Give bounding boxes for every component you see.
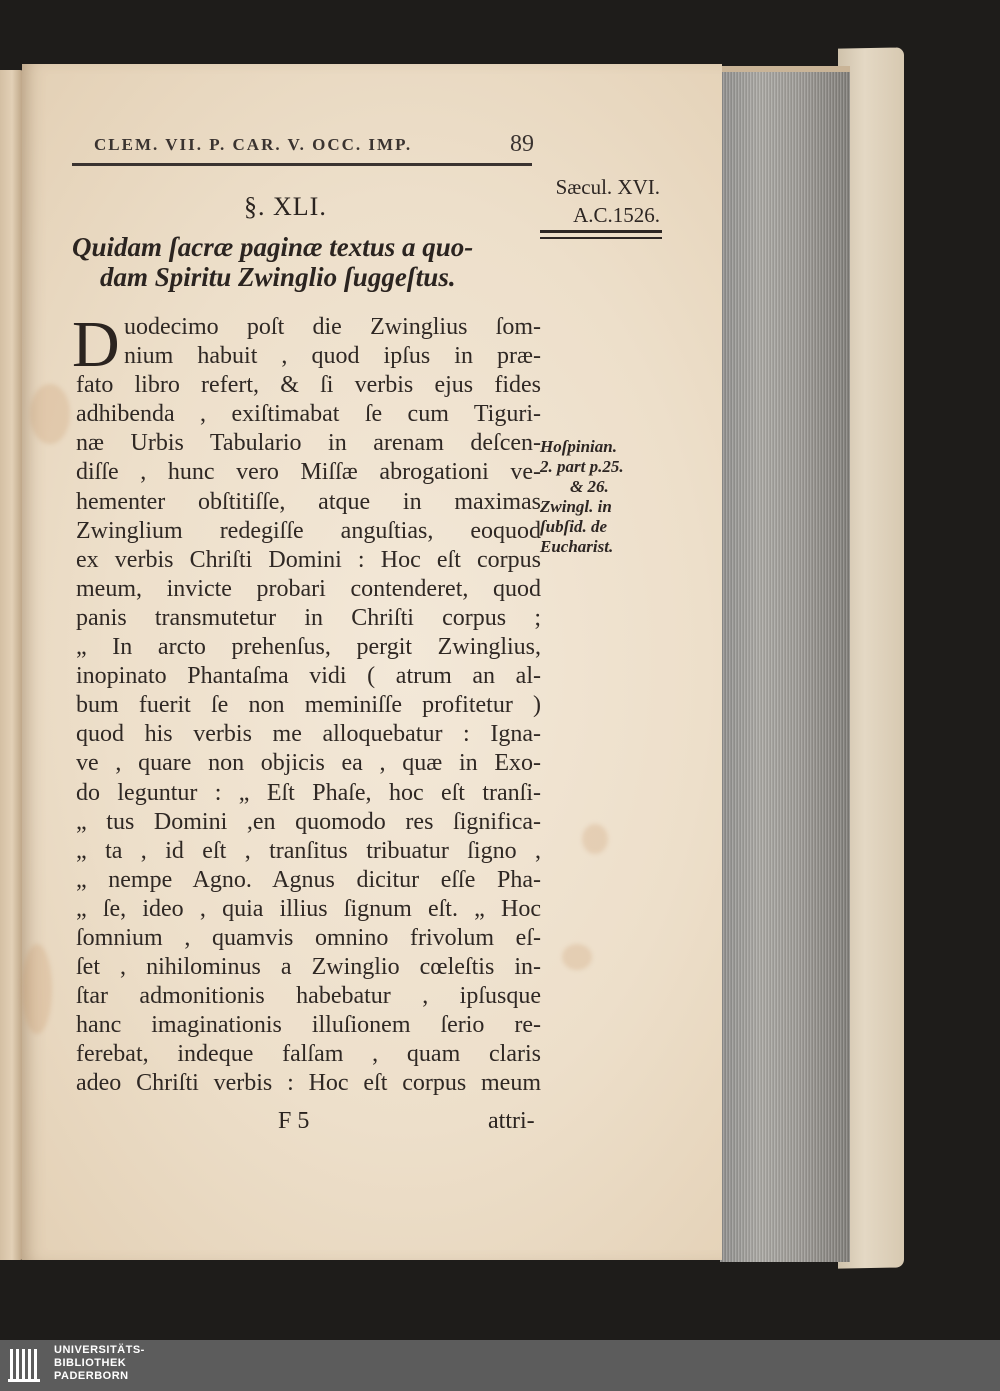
section-title-line: dam Spiritu Zwinglio ſuggeſtus. xyxy=(100,262,456,292)
text-line: hanc imaginationis illuſionem ſerio re- xyxy=(76,1012,541,1039)
text-line: quod his verbis me alloquebatur : Igna- xyxy=(76,721,541,748)
page-number: 89 xyxy=(510,131,534,157)
text-line: uodecimo poſt die Zwinglius ſom- xyxy=(124,314,541,340)
text-line: meum, invicte probari contenderet, quod xyxy=(76,575,541,602)
library-name-line: BIBLIOTHEK xyxy=(54,1357,127,1369)
text-line: Zwinglium redegiſſe anguſtias, eoquod xyxy=(76,517,541,544)
text-line: ferebat, indeque falſam , quam claris xyxy=(76,1041,541,1068)
side-head-rule-double xyxy=(540,237,662,239)
side-head xyxy=(520,173,660,229)
text-line: „ ta , id eſt , tranſitus tribuatur ſigno , xyxy=(76,837,541,864)
text-line: adhibenda , exiſtimabat ſe cum Tiguri- xyxy=(76,401,541,428)
library-name-line: UNIVERSITÄTS- xyxy=(54,1344,145,1356)
text-line: „ tus Domini ,en quomodo res ſignifica- xyxy=(76,808,541,835)
text-line: ve , quare non objicis ea , quæ in Exo- xyxy=(76,750,541,777)
text-line: ſtar admonitionis habebatur , ipſusque xyxy=(76,983,541,1010)
text-line: panis transmutetur in Chriſti corpus ; xyxy=(76,604,541,631)
text-line: adeo Chriſti verbis : Hoc eſt corpus meum xyxy=(76,1070,541,1097)
previous-page-edge xyxy=(0,70,24,1260)
section-number: §. XLI. xyxy=(244,192,327,221)
text-line: „ In arcto prehenſus, pergit Zwinglius, xyxy=(76,634,541,661)
section-title xyxy=(72,232,542,292)
side-head-year: A.C.1526. xyxy=(573,203,660,227)
section-title-line: Quidam ſacræ paginæ textus a quo- xyxy=(72,232,474,262)
signature-mark: F 5 xyxy=(278,1108,310,1134)
margin-note-line: Zwingl. in xyxy=(540,497,612,516)
side-head-rule xyxy=(540,230,662,233)
text-line: ex verbis Chriſti Domini : Hoc eſt corpus xyxy=(76,546,541,573)
text-line: do leguntur : „ Eſt Phaſe, hoc eſt tranſi- xyxy=(76,779,541,806)
text-line: „ ſe, ideo , quia illius ſignum eſt. „ Hoc xyxy=(76,895,541,922)
text-line: næ Urbis Tabulario in arenam deſcen- xyxy=(76,430,541,457)
margin-note-line: & 26. xyxy=(570,477,609,496)
text-line: fato libro refert, & ſi verbis ejus fides xyxy=(76,372,541,399)
margin-note-line: ſubſid. de xyxy=(540,517,608,536)
page-block-edge xyxy=(720,66,850,1262)
margin-note-line: Eucharist. xyxy=(540,537,614,556)
text-line: diſſe , hunc vero Miſſæ abrogationi ve- xyxy=(76,459,541,486)
text-line: ſomnium , quamvis omnino frivolum eſ- xyxy=(76,924,541,951)
library-logo-text xyxy=(54,1344,145,1383)
text-line: nium habuit , quod ipſus in præ- xyxy=(124,343,541,370)
drop-cap: D xyxy=(72,308,120,381)
text-line: ſet , nihilominus a Zwinglio cœleſtis in- xyxy=(76,954,541,981)
text-line: bum fuerit ſe non meminiſſe profitetur ) xyxy=(76,692,541,719)
running-head xyxy=(94,131,534,159)
library-name-line: PADERBORN xyxy=(54,1370,129,1382)
running-head-text: CLEM. VII. P. CAR. V. OCC. IMP. xyxy=(94,135,413,154)
library-footer-bar xyxy=(0,1340,1000,1391)
library-logo-icon xyxy=(8,1345,42,1385)
margin-note-line: Hoſpinian. xyxy=(540,437,617,456)
margin-note-line: 2. part p.25. xyxy=(540,457,624,476)
text-line: „ nempe Agno. Agnus dicitur eſſe Pha- xyxy=(76,866,541,893)
text-line: hementer obſtitiſſe, atque in maximas xyxy=(76,488,541,515)
text-line: inopinato Phantaſma vidi ( atrum an al- xyxy=(76,663,541,690)
body-text xyxy=(76,313,541,1099)
catchword: attri- xyxy=(488,1108,535,1134)
margin-notes xyxy=(540,437,670,557)
side-head-century: Sæcul. XVI. xyxy=(555,175,660,199)
header-rule xyxy=(72,163,532,166)
